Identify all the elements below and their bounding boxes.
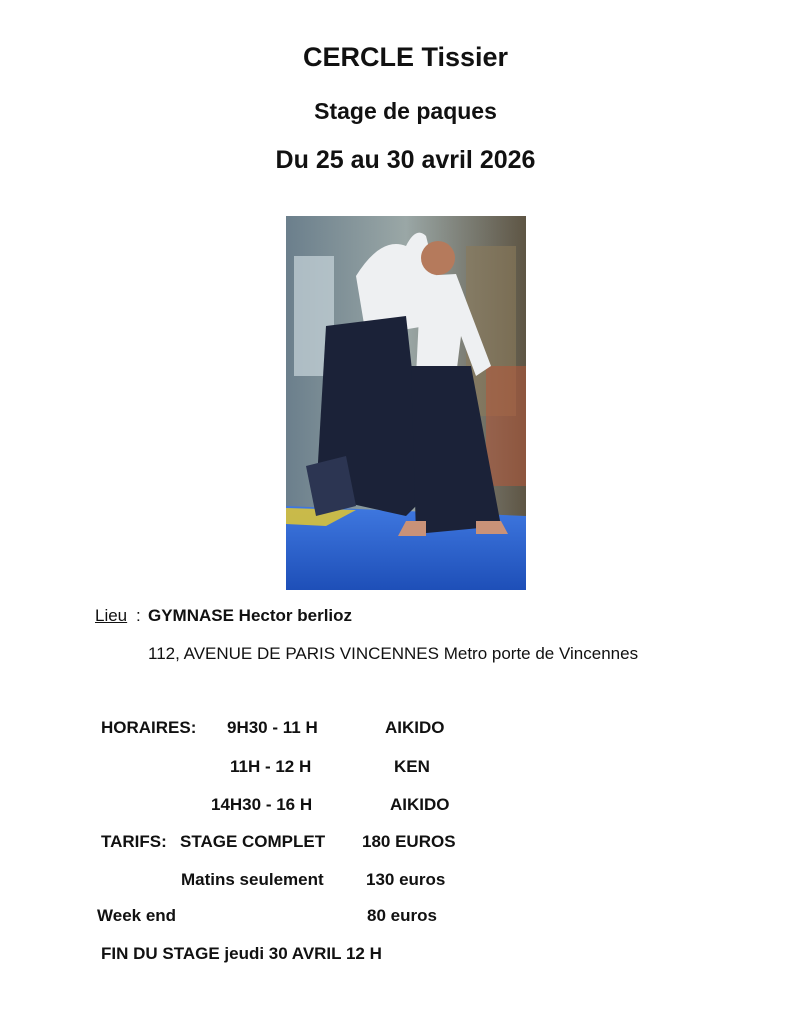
price-option-label: Week end [97, 906, 177, 925]
page-title: CERCLE Tissier [302, 42, 509, 72]
end-notice: FIN DU STAGE jeudi 30 AVRIL 12 H [101, 944, 382, 963]
price-option-label: STAGE COMPLET [180, 832, 326, 851]
price-value: 80 euros [367, 906, 437, 925]
event-subtitle: Stage de paques [314, 98, 497, 124]
price-option-label: Matins seulement [181, 870, 324, 889]
schedule-time: 11H - 12 H [230, 757, 312, 776]
schedule-activity: KEN [394, 757, 430, 776]
location-label: Lieu [95, 606, 128, 625]
schedule-time: 14H30 - 16 H [211, 795, 313, 814]
prices-label: TARIFS: [101, 832, 167, 851]
schedule-activity: AIKIDO [385, 718, 445, 737]
location-venue: GYMNASE Hector berlioz [148, 606, 353, 625]
price-value: 130 euros [366, 870, 446, 889]
location-address: 112, AVENUE DE PARIS VINCENNES Metro porte de Vincennes [148, 644, 639, 663]
schedule-activity: AIKIDO [390, 795, 450, 814]
event-dates: Du 25 au 30 avril 2026 [275, 146, 536, 174]
location-separator: : [136, 606, 141, 625]
price-value: 180 EUROS [362, 832, 456, 851]
schedule-time: 9H30 - 11 H [227, 718, 318, 737]
schedule-label: HORAIRES: [101, 718, 197, 737]
aikido-photo [286, 216, 526, 590]
